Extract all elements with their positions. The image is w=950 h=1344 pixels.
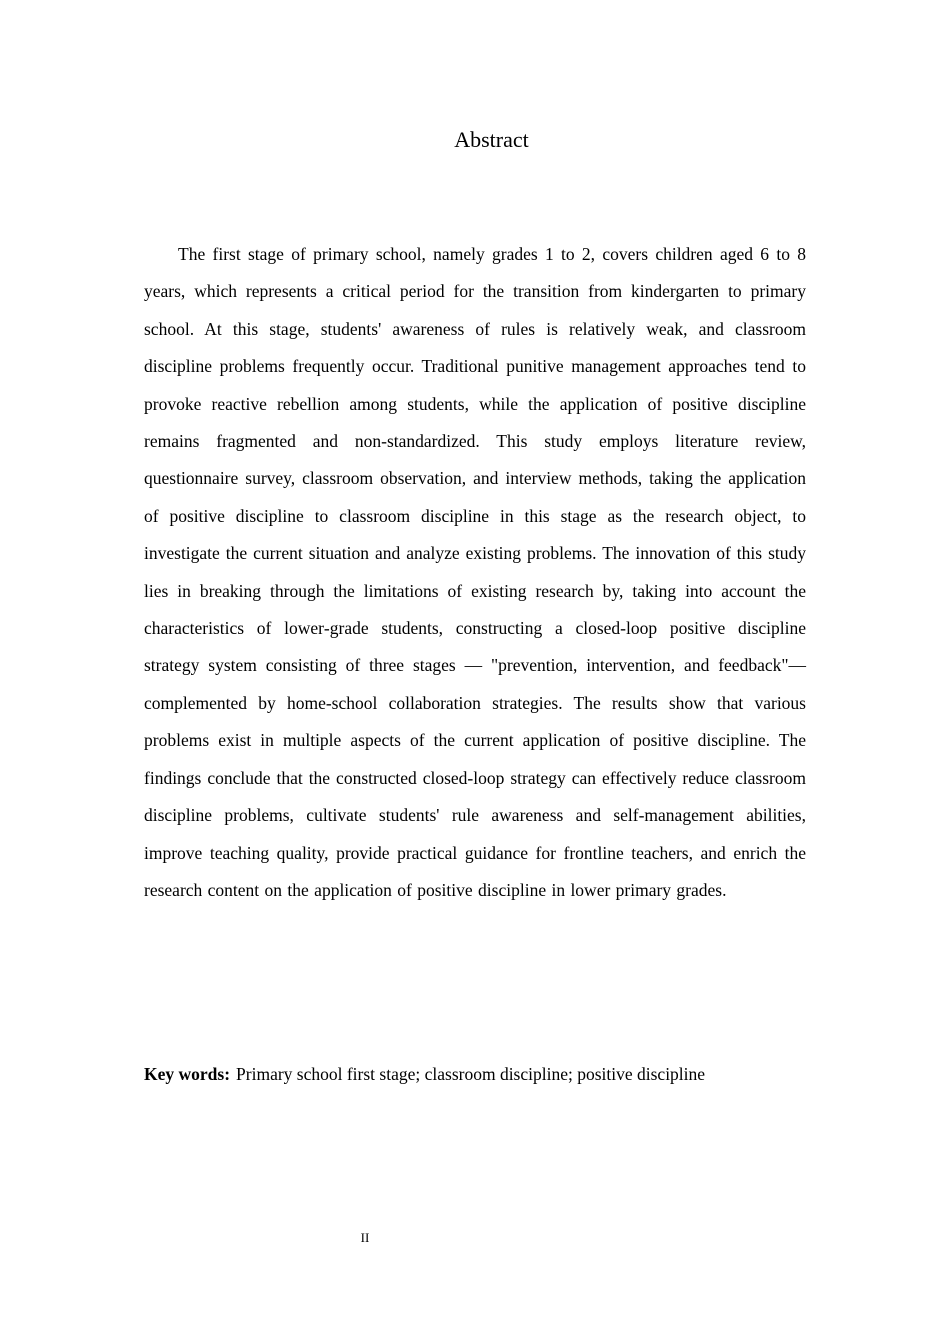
keywords-separator: : (224, 1064, 231, 1084)
abstract-body (144, 236, 806, 909)
keywords-label: Key words (144, 1064, 225, 1084)
keywords-text: Primary school first stage; classroom discipline; positive discipline (236, 1064, 706, 1084)
abstract-paragraph: The first stage of primary school, namely grades 1 to 2, covers children aged 6 to 8 years, which represents a critical period for the transition from kindergarten to primary school. At this stage, students' awareness of rules is relatively weak, and classroom discipline problems frequently occur. Traditional punitive management approaches tend to provoke reactive rebellion among students, while the application of positive discipline remains fragmented and non‐standardized. This study employs literature review, questionnaire survey, classroom observation, and interview methods, taking the application of positive discipline to classroom discipline in this stage as the research object, to investigate the current situation and analyze existing problems. The innovation of this study lies in breaking through the limitations of existing research by, taking into account the characteristics of lower‐grade students, constructing a closed‐loop positive discipline strategy system consisting of three stages — "prevention, intervention, and feedback"— complemented by home‐school collaboration strategies. The results show that various problems exist in multiple aspects of the current application of positive discipline. The findings conclude that the constructed closed‐loop strategy can effectively reduce classroom discipline problems, cultivate students' rule awareness and self‐management abilities, improve teaching quality, provide practical guidance for frontline teachers, and enrich the research content on the application of positive discipline in lower primary grades. (144, 244, 806, 900)
keywords-line (144, 1060, 844, 1088)
abstract-title: Abstract (454, 127, 529, 152)
page-number: II (360, 1230, 370, 1245)
